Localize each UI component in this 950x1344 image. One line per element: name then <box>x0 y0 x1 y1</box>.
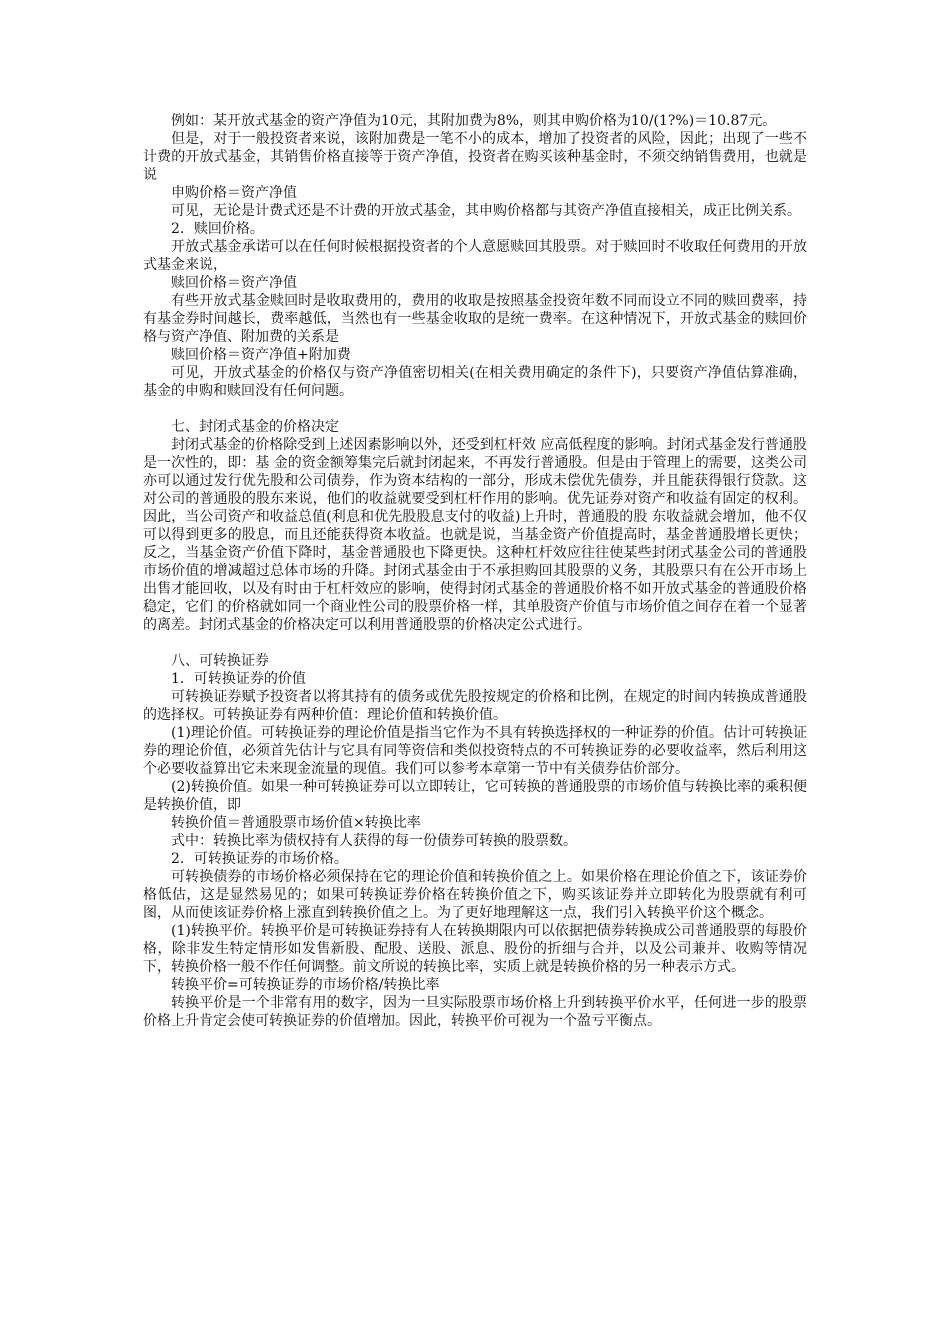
spacer <box>143 634 807 652</box>
paragraph-conversion-parity-usefulness: 转换平价是一个非常有用的数字，因为一旦实际股票市场价格上升到转换平价水平，任何进一步的股票价格上升肯定会使可转换证券的价值增加。因此，转换平价可视为一个盈亏平衡点。 <box>143 995 807 1029</box>
formula-subscription-price: 申购价格＝资产净值 <box>171 185 297 201</box>
document-body <box>143 112 807 1030</box>
paragraph-conversion-parity: (1)转换平价。转换平价是可转换证券持有人在转换期限内可以依据把债券转换成公司普通股票的每股价格，除非发生特定情形如发售新股、配股、送股、派息、股份的折细与合并，以及公司兼并、收购等情况下，转换价格一般不作任何调整。前文所说的转换比率，实质上就是转换价格的另一种表示方式。 <box>143 923 807 975</box>
paragraph-redemption-promise: 开放式基金承诺可以在任何时候根据投资者的个人意愿赎回其股票。对于赎回时不收取任何费用的开放式基金来说， <box>143 239 807 273</box>
formula-redemption-price: 赎回价格＝资产净值 <box>171 275 297 291</box>
section-heading-convertible-securities: 八、可转换证券 <box>171 653 269 669</box>
paragraph-no-load-fund: 但是，对于一般投资者来说，该附加费是一笔不小的成本，增加了投资者的风险，因此；出现了一些不计费的开放式基金，其销售价格直接等于资产净值，投资者在购买该种基金时，不须交纳销售费用，也就是说 <box>143 131 807 183</box>
subheading-convertible-value: 1．可转换证券的价值 <box>171 671 306 687</box>
paragraph-market-price: 可转换债券的市场价格必须保持在它的理论价值和转换价值之上。如果价格在理论价值之下，该证券价格低估，这是显然易见的；如果可转换证券价格在转换价值之下，购买该证券并立即转化为股票就有利可图，从而使该证券价格上涨直到转换价值之上。为了更好地理解这一点，我们引入转换平价这个概念。 <box>143 869 807 921</box>
section-heading-closed-end-fund: 七、封闭式基金的价格决定 <box>171 419 339 435</box>
paragraph-open-end-conclusion: 可见，开放式基金的价格仅与资产净值密切相关(在相关费用确定的条件下)，只要资产净值估算准确，基金的申购和赎回没有任何问题。 <box>143 365 807 399</box>
formula-conversion-value: 转换价值＝普通股票市场价值×转换比率 <box>171 815 421 831</box>
paragraph-convertible-definition: 可转换证券赋予投资者以将其持有的债务或优先股按规定的价格和比例，在规定的时间内转换成普通股的选择权。可转换证券有两种价值：理论价值和转换价值。 <box>143 689 807 723</box>
paragraph-theoretical-value: (1)理论价值。可转换证券的理论价值是指当它作为不具有转换选择权的一种证券的价值。估计可转换证券的理论价值，必须首先估计与它具有同等资信和类似投资特点的不可转换证券的必要收益率，然后利用这个必要收益算出它未来现金流量的现值。我们可以参考本章第一节中有关债券估价部分。 <box>143 725 807 777</box>
paragraph-conversion-value: (2)转换价值。如果一种可转换证券可以立即转让，它可转换的普通股票的市场价值与转换比率的乘积便是转换价值，即 <box>143 779 807 813</box>
subheading-redemption-price: 2．赎回价格。 <box>171 221 264 237</box>
paragraph-closed-end-fund-pricing: 封闭式基金的价格除受到上述因素影响以外，还受到杠杆效 应高低程度的影响。封闭式基金发行普通股是一次性的，即：基 金的资金额筹集完后就封闭起来，不再发行普通股。但是由于管理上的需要，这类公司亦可以通过发行优先股和公司债券，作为资本结构的一部分，形成未偿优先债券，并且能获得银行贷款。这对公司的普通股的股东来说，他们的收益就要受到杠杆作用的影响。优先证券对资产和收益有固定的权利。因此，当公司资产和收益总值(利息和优先股股息支付的收益)上升时，普通股的股 东收益就会增加，他不仅可以得到更多的股息，而且还能获得资本收益。也就是说，当基金资产价值提高时，基金普通股增长更快；反之，当基金资产价值下降时，基金普通股也下降更快。这种杠杆效应往往使某些封闭式基金公司的普通股市场价值的增减超过总体市场的升降。封闭式基金由于不承担购回其股票的义务，其股票只有在公开市场上出售才能回收，以及有时由于杠杆效应的影响，使得封闭式基金的普通股价格不如开放式基金的普通股价格稳定，它们 的价格就如同一个商业性公司的股票价格一样，其单股资产价值与市场价值之间存在着一个显著的离差。封闭式基金的价格决定可以利用普通股票的价格决定公式进行。 <box>143 437 807 633</box>
paragraph-conversion-ratio-note: 式中：转换比率为债权持有人获得的每一份债券可转换的股票数。 <box>171 833 577 849</box>
paragraph-example-subscription-price: 例如：某开放式基金的资产净值为10元，其附加费为8%，则其申购价格为10/(1?%)＝10.87元。 <box>171 113 777 129</box>
formula-redemption-price-with-fee: 赎回价格＝资产净值+附加费 <box>171 347 351 363</box>
formula-conversion-parity: 转换平价=可转换证券的市场价格/转换比率 <box>171 977 440 993</box>
paragraph-subscription-conclusion: 可见，无论是计费式还是不计费的开放式基金，其申购价格都与其资产净值直接相关，成正比例关系。 <box>171 203 801 219</box>
subheading-convertible-market-price: 2．可转换证券的市场价格。 <box>171 851 348 867</box>
paragraph-redemption-fee: 有些开放式基金赎回时是收取费用的，费用的收取是按照基金投资年数不同而设立不同的赎回费率，持有基金券时间越长，费率越低，当然也有一些基金收取的是统一费率。在这种情况下，开放式基金的赎回价格与资产净值、附加费的关系是 <box>143 293 807 345</box>
spacer <box>143 400 807 418</box>
